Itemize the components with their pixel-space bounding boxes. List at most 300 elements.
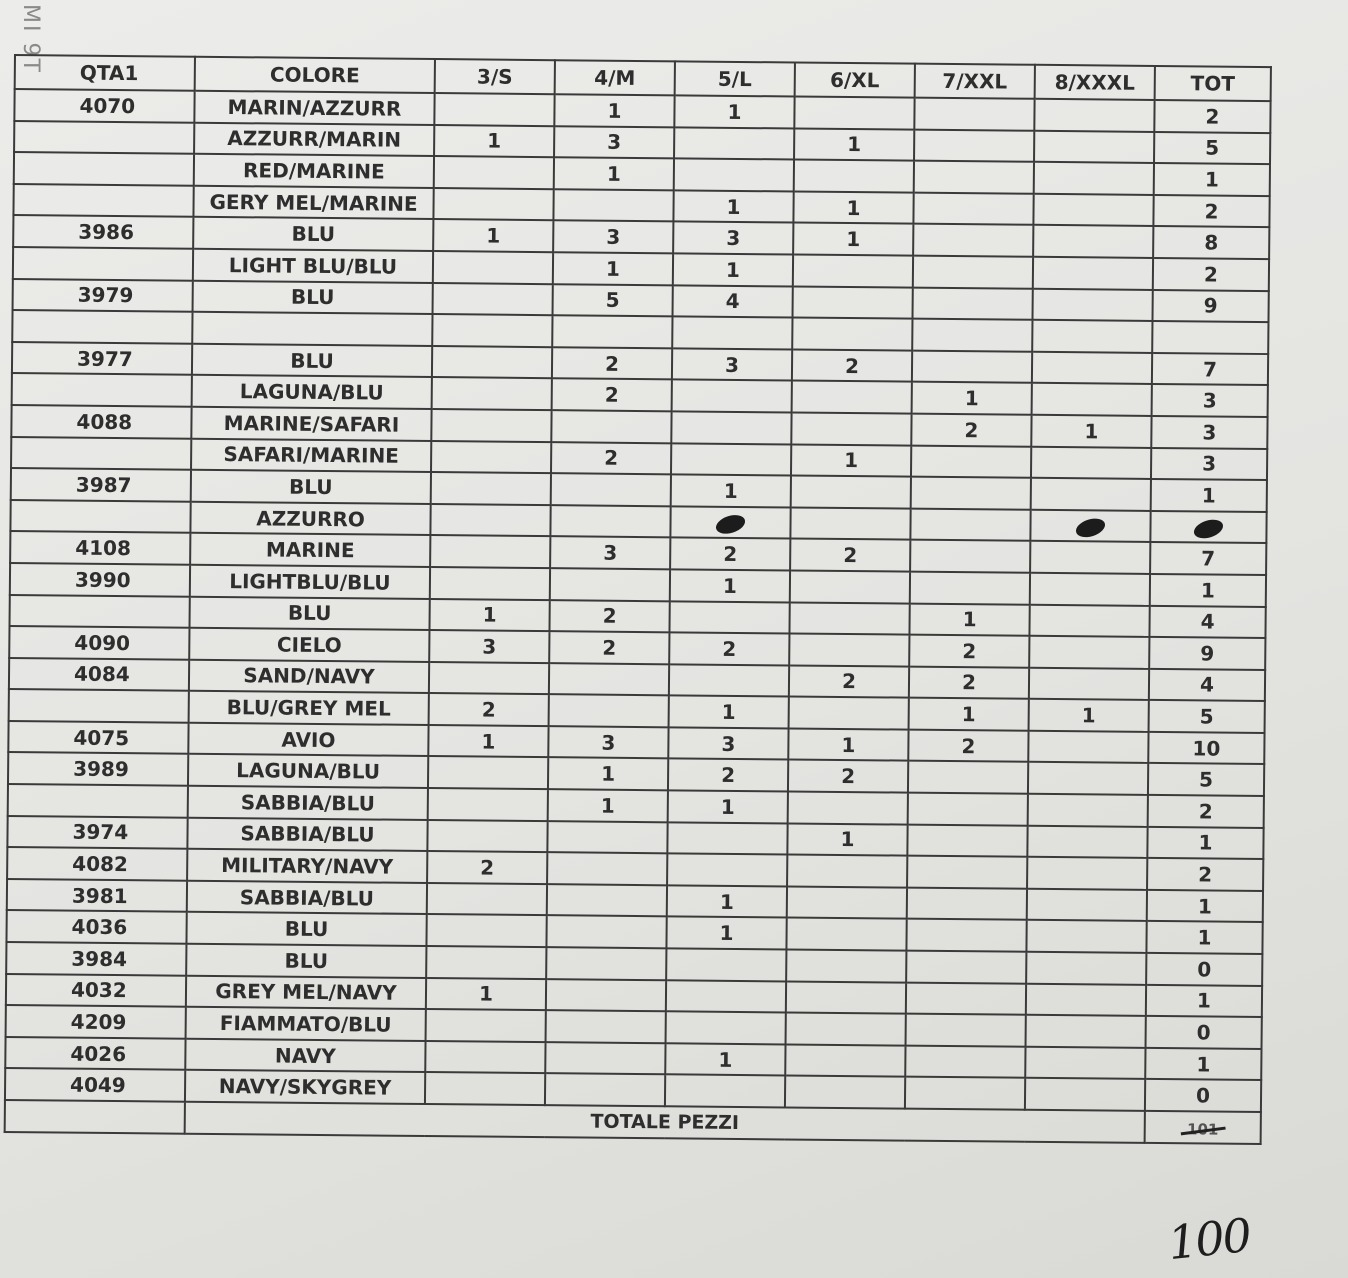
cell-size-m: 1 <box>554 157 674 190</box>
cell-tot: 0 <box>1145 1079 1261 1112</box>
cell-size-s <box>425 1041 545 1074</box>
cell-size-s <box>432 346 552 379</box>
cell-colore: MARIN/AZZURR <box>194 91 434 125</box>
cell-size-l <box>671 411 791 444</box>
cell-size-m: 2 <box>549 631 669 664</box>
cell-tot: 0 <box>1146 1016 1262 1049</box>
cell-colore: SABBIA/BLU <box>187 817 427 851</box>
cell-size-xl: 2 <box>788 760 908 793</box>
cell-tot: 7 <box>1152 353 1268 386</box>
cell-size-l: 3 <box>672 348 792 381</box>
cell-qta <box>9 689 189 722</box>
cell-size-xxxl <box>1032 383 1152 416</box>
cell-tot: 4 <box>1149 669 1265 702</box>
cell-size-xxl <box>914 98 1034 131</box>
cell-size-xxxl <box>1031 478 1151 511</box>
cell-size-l: 3 <box>668 727 788 760</box>
cell-size-xxl <box>912 287 1032 320</box>
cell-size-xxl <box>914 129 1034 162</box>
cell-colore: SAND/NAVY <box>189 659 429 693</box>
cell-size-xl <box>786 1013 906 1046</box>
cell-size-l <box>670 506 790 539</box>
cell-qta: 3981 <box>7 879 187 912</box>
cell-size-l <box>666 948 786 981</box>
cell-size-xxl <box>908 793 1028 826</box>
cell-size-xxxl <box>1029 604 1149 637</box>
cell-size-xxxl: 1 <box>1031 415 1151 448</box>
cell-size-l: 1 <box>668 790 788 823</box>
cell-size-m <box>546 916 666 949</box>
cell-size-xxl <box>912 319 1032 352</box>
cell-size-m <box>547 884 667 917</box>
footer-total-cell <box>1145 1111 1261 1144</box>
cell-size-xl <box>794 96 914 129</box>
cell-size-s <box>428 788 548 821</box>
cell-tot: 9 <box>1152 290 1268 323</box>
cell-colore: RED/MARINE <box>194 154 434 188</box>
cell-size-m <box>546 947 666 980</box>
header-size-xxxl: 8/XXXL <box>1035 65 1155 100</box>
cell-qta: 4032 <box>6 974 186 1007</box>
cell-qta: 4084 <box>9 658 189 691</box>
cell-qta: 4036 <box>6 910 186 943</box>
cell-size-l: 3 <box>673 222 793 255</box>
cell-size-xxl: 2 <box>911 414 1031 447</box>
cell-size-m <box>547 852 667 885</box>
cell-colore: GERY MEL/MARINE <box>193 186 433 220</box>
cell-tot: 9 <box>1149 637 1265 670</box>
cell-size-l <box>671 443 791 476</box>
cell-size-m <box>547 821 667 854</box>
cell-size-s <box>429 662 549 695</box>
cell-colore: BLU <box>191 470 431 504</box>
cell-size-l: 1 <box>670 569 790 602</box>
cell-size-m <box>551 473 671 506</box>
cell-colore: FIAMMATO/BLU <box>186 1007 426 1041</box>
cell-size-xxxl <box>1026 1015 1146 1048</box>
cell-qta: 3977 <box>12 342 192 375</box>
cell-qta: 3987 <box>11 468 191 501</box>
header-size-xxl: 7/XXL <box>915 64 1035 99</box>
cell-qta: 4209 <box>6 1005 186 1038</box>
cell-size-m: 1 <box>554 94 674 127</box>
cell-tot: 3 <box>1152 384 1268 417</box>
cell-qta: 4075 <box>8 721 188 754</box>
cell-size-s <box>432 377 552 410</box>
cell-size-xxl: 2 <box>908 729 1028 762</box>
cell-size-m <box>546 1010 666 1043</box>
cell-size-xl <box>789 634 909 667</box>
cell-colore: SAFARI/MARINE <box>191 438 431 472</box>
cell-size-xl: 1 <box>793 191 913 224</box>
cell-size-s: 1 <box>428 725 548 758</box>
cell-size-l: 1 <box>669 696 789 729</box>
cell-size-xxxl <box>1027 857 1147 890</box>
cell-tot: 2 <box>1148 795 1264 828</box>
cell-size-xxl: 2 <box>909 666 1029 699</box>
cell-size-m: 2 <box>552 347 672 380</box>
cell-qta <box>14 121 194 154</box>
cell-size-xxl <box>913 256 1033 289</box>
cell-size-xxl <box>908 761 1028 794</box>
cell-size-xxxl <box>1028 794 1148 827</box>
cell-size-l <box>667 854 787 887</box>
cell-size-m <box>553 189 673 222</box>
cell-tot: 5 <box>1149 700 1265 733</box>
cell-qta: 3974 <box>7 816 187 849</box>
footer-blank <box>5 1100 185 1133</box>
cell-size-s <box>426 914 546 947</box>
cell-size-xxxl <box>1025 1047 1145 1080</box>
cell-size-m <box>546 979 666 1012</box>
cell-size-m: 1 <box>553 252 673 285</box>
cell-qta: 3990 <box>10 563 190 596</box>
cell-size-xl <box>786 918 906 951</box>
cell-size-s <box>434 156 554 189</box>
cell-size-xxxl <box>1026 983 1146 1016</box>
cell-size-xxxl <box>1033 194 1153 227</box>
cell-size-xxl: 2 <box>909 635 1029 668</box>
cell-size-xxxl <box>1032 288 1152 321</box>
cell-size-xxl <box>914 161 1034 194</box>
cell-size-m <box>549 663 669 696</box>
cell-tot: 3 <box>1151 416 1267 449</box>
cell-qta <box>13 247 193 280</box>
cell-size-xl <box>792 381 912 414</box>
cell-size-xl <box>792 318 912 351</box>
cell-size-xxxl <box>1030 509 1150 542</box>
cell-size-l: 1 <box>667 885 787 918</box>
cell-size-xxl: 1 <box>912 382 1032 415</box>
camera-watermark: MI 9T <box>18 4 43 74</box>
cell-colore <box>192 312 432 346</box>
cell-colore: GREY MEL/NAVY <box>186 975 426 1009</box>
cell-size-xl <box>786 949 906 982</box>
cell-size-m <box>550 568 670 601</box>
header-qta: QTA1 <box>15 55 195 91</box>
cell-size-l: 2 <box>669 632 789 665</box>
cell-qta: 4088 <box>11 405 191 438</box>
cell-size-s <box>431 441 551 474</box>
cell-size-xl <box>791 476 911 509</box>
cell-tot: 0 <box>1146 953 1262 986</box>
cell-size-xl <box>785 1076 905 1109</box>
cell-qta <box>10 500 190 533</box>
cell-tot: 2 <box>1153 258 1269 291</box>
handwritten-total: 100 <box>1165 1207 1253 1271</box>
cell-size-xl <box>786 981 906 1014</box>
cell-colore: MARINE/SAFARI <box>191 407 431 441</box>
cell-size-xl <box>793 254 913 287</box>
cell-size-s <box>434 93 554 126</box>
cell-tot: 2 <box>1154 100 1270 133</box>
cell-size-xxl <box>905 1045 1025 1078</box>
cell-size-s <box>431 472 551 505</box>
cell-size-xxl <box>910 540 1030 573</box>
cell-size-l: 1 <box>673 190 793 223</box>
cell-colore: AZZURR/MARIN <box>194 122 434 156</box>
cell-size-xxxl <box>1028 762 1148 795</box>
cell-qta: 4070 <box>14 89 194 122</box>
cell-size-l <box>674 159 794 192</box>
cell-size-xxl <box>905 1077 1025 1110</box>
cell-size-s <box>431 409 551 442</box>
cell-size-xxxl <box>1026 952 1146 985</box>
cell-tot: 2 <box>1147 858 1263 891</box>
cell-size-xxl <box>910 508 1030 541</box>
cell-size-s <box>433 283 553 316</box>
cell-colore: BLU/GREY MEL <box>189 691 429 725</box>
cell-size-l <box>666 1012 786 1045</box>
header-size-s: 3/S <box>435 59 555 94</box>
cell-size-xxl <box>910 572 1030 605</box>
cell-size-xxxl <box>1027 825 1147 858</box>
cell-qta: 4108 <box>10 531 190 564</box>
cell-size-m <box>545 1042 665 1075</box>
cell-qta: 4026 <box>5 1037 185 1070</box>
cell-size-s <box>432 314 552 347</box>
cell-qta <box>10 594 190 627</box>
cell-size-xl <box>793 286 913 319</box>
cell-size-xxxl <box>1030 541 1150 574</box>
cell-colore: LAGUNA/BLU <box>188 754 428 788</box>
cell-size-l: 2 <box>670 538 790 571</box>
order-table <box>4 54 1272 1145</box>
cell-size-s: 1 <box>426 978 546 1011</box>
cell-colore: NAVY/SKYGREY <box>185 1070 425 1104</box>
ink-scribble <box>714 511 748 536</box>
cell-colore: AZZURRO <box>190 501 430 535</box>
cell-size-s <box>427 883 547 916</box>
ink-scribble <box>1192 516 1226 541</box>
cell-size-xl <box>788 792 908 825</box>
cell-colore: BLU <box>186 944 426 978</box>
cell-size-xxl <box>913 224 1033 257</box>
cell-tot: 8 <box>1153 226 1269 259</box>
cell-size-s <box>430 504 550 537</box>
cell-size-m <box>545 1074 665 1107</box>
cell-size-xxxl <box>1034 162 1154 195</box>
cell-tot: 2 <box>1153 195 1269 228</box>
cell-size-xl: 2 <box>789 665 909 698</box>
cell-size-m: 1 <box>548 758 668 791</box>
cell-size-xxl <box>907 856 1027 889</box>
cell-qta: 4049 <box>5 1068 185 1101</box>
cell-size-m: 3 <box>548 726 668 759</box>
cell-size-xl: 1 <box>793 223 913 256</box>
cell-size-xxl <box>906 951 1026 984</box>
cell-size-xxl: 1 <box>909 698 1029 731</box>
cell-size-s <box>433 251 553 284</box>
cell-tot <box>1150 511 1266 544</box>
cell-colore: LAGUNA/BLU <box>192 375 432 409</box>
header-tot: TOT <box>1155 66 1271 101</box>
cell-size-xxl <box>913 192 1033 225</box>
cell-size-xl <box>790 570 910 603</box>
cell-size-l <box>672 380 792 413</box>
cell-qta <box>8 784 188 817</box>
cell-size-s: 2 <box>429 693 549 726</box>
cell-size-s <box>430 567 550 600</box>
cell-colore: BLU <box>193 217 433 251</box>
cell-size-xxxl <box>1032 320 1152 353</box>
cell-size-xl: 1 <box>787 823 907 856</box>
cell-colore: SABBIA/BLU <box>187 881 427 915</box>
cell-size-xl: 2 <box>792 349 912 382</box>
cell-size-xxxl <box>1026 920 1146 953</box>
cell-size-xl <box>791 412 911 445</box>
cell-size-l <box>669 664 789 697</box>
cell-size-xxl <box>912 350 1032 383</box>
cell-size-l: 4 <box>673 285 793 318</box>
cell-size-xxl <box>906 919 1026 952</box>
cell-size-xxxl <box>1034 130 1154 163</box>
cell-size-xl <box>794 160 914 193</box>
cell-colore: MILITARY/NAVY <box>187 849 427 883</box>
struck-total: 101 <box>1186 1120 1219 1139</box>
cell-size-m <box>549 694 669 727</box>
cell-qta: 3989 <box>8 752 188 785</box>
cell-tot: 1 <box>1147 890 1263 923</box>
cell-size-xl <box>785 1044 905 1077</box>
cell-size-l <box>666 980 786 1013</box>
cell-size-xl <box>787 886 907 919</box>
cell-colore: MARINE <box>190 533 430 567</box>
cell-size-l: 1 <box>665 1043 785 1076</box>
cell-size-l: 1 <box>666 917 786 950</box>
cell-size-m <box>551 410 671 443</box>
cell-size-m: 2 <box>551 442 671 475</box>
cell-tot: 1 <box>1154 163 1270 196</box>
cell-size-xxl <box>906 982 1026 1015</box>
cell-size-m <box>550 505 670 538</box>
cell-size-l: 1 <box>674 95 794 128</box>
cell-size-xxxl <box>1025 1078 1145 1111</box>
cell-size-l: 2 <box>668 759 788 792</box>
cell-qta <box>12 310 192 343</box>
cell-size-xxxl <box>1033 225 1153 258</box>
cell-colore: CIELO <box>189 628 429 662</box>
cell-tot: 4 <box>1149 605 1265 638</box>
cell-size-xl <box>789 602 909 635</box>
header-size-m: 4/M <box>555 60 675 95</box>
cell-colore: BLU <box>186 912 426 946</box>
cell-qta: 4090 <box>9 626 189 659</box>
cell-size-xxl <box>911 445 1031 478</box>
cell-size-m: 1 <box>548 789 668 822</box>
cell-tot: 1 <box>1146 921 1262 954</box>
cell-size-s: 1 <box>434 125 554 158</box>
cell-size-s: 1 <box>433 219 553 252</box>
cell-qta <box>11 437 191 470</box>
cell-size-m: 5 <box>553 284 673 317</box>
cell-colore: SABBIA/BLU <box>188 786 428 820</box>
cell-tot: 3 <box>1151 447 1267 480</box>
cell-tot: 1 <box>1146 985 1262 1018</box>
cell-colore: BLU <box>190 596 430 630</box>
cell-size-l <box>672 316 792 349</box>
cell-size-xl: 1 <box>788 728 908 761</box>
cell-size-m <box>552 315 672 348</box>
cell-colore: AVIO <box>188 723 428 757</box>
cell-size-xl: 1 <box>791 444 911 477</box>
cell-tot: 5 <box>1154 132 1270 165</box>
cell-colore: BLU <box>193 280 433 314</box>
cell-size-m: 3 <box>550 536 670 569</box>
cell-size-s <box>426 1009 546 1042</box>
cell-size-xxxl <box>1027 889 1147 922</box>
cell-colore: NAVY <box>185 1039 425 1073</box>
cell-size-xxxl <box>1034 99 1154 132</box>
cell-qta: 3984 <box>6 942 186 975</box>
cell-qta: 4082 <box>7 847 187 880</box>
cell-qta <box>12 373 192 406</box>
cell-size-s: 1 <box>429 599 549 632</box>
cell-size-xl <box>789 697 909 730</box>
cell-tot: 1 <box>1151 479 1267 512</box>
cell-size-xxl <box>911 477 1031 510</box>
cell-size-xxxl <box>1030 573 1150 606</box>
cell-size-m: 2 <box>549 600 669 633</box>
cell-size-s <box>430 535 550 568</box>
cell-size-m: 3 <box>553 221 673 254</box>
cell-size-s: 2 <box>427 851 547 884</box>
cell-size-l: 1 <box>671 474 791 507</box>
cell-size-xxl <box>906 1014 1026 1047</box>
header-size-l: 5/L <box>675 61 795 96</box>
cell-size-m: 2 <box>552 379 672 412</box>
cell-size-s <box>425 1072 545 1105</box>
cell-size-xxxl <box>1031 446 1151 479</box>
cell-size-xxxl <box>1028 731 1148 764</box>
cell-size-xxl <box>907 824 1027 857</box>
header-colore: COLORE <box>195 57 435 93</box>
cell-size-xl: 2 <box>790 539 910 572</box>
cell-colore: LIGHT BLU/BLU <box>193 249 433 283</box>
cell-size-xxxl <box>1029 636 1149 669</box>
cell-size-xxl: 1 <box>909 603 1029 636</box>
cell-colore: LIGHTBLU/BLU <box>190 565 430 599</box>
cell-size-xxl <box>907 887 1027 920</box>
cell-size-m: 3 <box>554 126 674 159</box>
cell-size-l <box>669 601 789 634</box>
cell-size-xxxl: 1 <box>1029 699 1149 732</box>
cell-tot: 7 <box>1150 542 1266 575</box>
cell-tot: 10 <box>1148 732 1264 765</box>
totale-pezzi-label: TOTALE PEZZI <box>185 1102 1145 1143</box>
cell-qta: 3979 <box>13 279 193 312</box>
cell-size-xxxl <box>1029 667 1149 700</box>
cell-tot: 1 <box>1150 574 1266 607</box>
cell-size-s: 3 <box>429 630 549 663</box>
cell-colore: BLU <box>192 343 432 377</box>
cell-tot: 5 <box>1148 763 1264 796</box>
cell-size-xxxl <box>1032 352 1152 385</box>
cell-size-l: 1 <box>673 253 793 286</box>
cell-qta: 3986 <box>13 215 193 248</box>
cell-size-xl: 1 <box>794 128 914 161</box>
cell-tot <box>1152 321 1268 354</box>
cell-qta <box>13 184 193 217</box>
cell-size-s <box>427 820 547 853</box>
cell-size-l <box>667 822 787 855</box>
cell-qta <box>14 152 194 185</box>
cell-tot: 1 <box>1145 1048 1261 1081</box>
cell-size-s <box>433 188 553 221</box>
cell-size-l <box>665 1075 785 1108</box>
cell-size-l <box>674 127 794 160</box>
cell-size-xl <box>790 507 910 540</box>
